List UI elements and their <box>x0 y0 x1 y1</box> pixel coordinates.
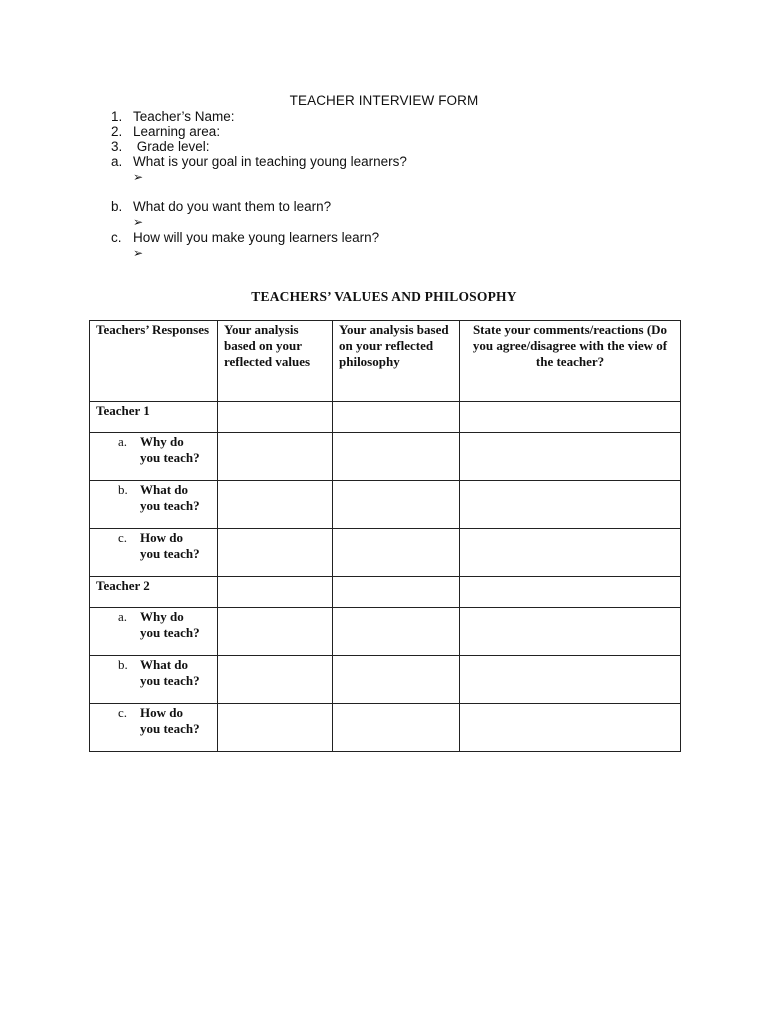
question-letter: a. <box>111 154 123 169</box>
question-text: What do you want them to learn? <box>133 199 332 214</box>
question-learn <box>111 199 331 214</box>
question-letter: a. <box>118 609 128 624</box>
teacher-row <box>90 577 681 608</box>
section-title: TEACHERS’ VALUES AND PHILOSOPHY <box>251 289 517 304</box>
question-letter: b. <box>118 482 128 497</box>
philosophy-cell[interactable] <box>333 433 460 481</box>
philosophy-cell[interactable] <box>333 577 460 608</box>
question-letter: c. <box>111 230 122 245</box>
values-cell[interactable] <box>218 529 333 577</box>
question-text: What is your goal in teaching young learners? <box>133 154 407 169</box>
philosophy-cell[interactable] <box>333 656 460 704</box>
question-text: Why do you teach? <box>140 434 200 465</box>
teacher-label: Teacher 2 <box>96 578 150 593</box>
question-goal <box>111 154 407 169</box>
comments-cell[interactable] <box>460 481 681 529</box>
question-row <box>90 529 681 577</box>
arrow-bullet-icon: ➢ <box>133 215 144 229</box>
question-text: How do you teach? <box>140 705 200 736</box>
comments-cell[interactable] <box>460 608 681 656</box>
item-label: Grade level: <box>133 139 210 154</box>
values-cell[interactable] <box>218 704 333 752</box>
question-row <box>90 656 681 704</box>
philosophy-cell[interactable] <box>333 704 460 752</box>
question-text: Why do you teach? <box>140 609 200 640</box>
header-analysis-philosophy: Your analysis based on your reflected philosophy <box>333 321 460 402</box>
comments-cell[interactable] <box>460 577 681 608</box>
comments-cell[interactable] <box>460 402 681 433</box>
values-cell[interactable] <box>218 656 333 704</box>
question-text: What do you teach? <box>140 657 200 688</box>
arrow-bullet-icon: ➢ <box>133 246 144 260</box>
header-row <box>90 321 681 402</box>
comments-cell[interactable] <box>460 656 681 704</box>
item-number: 2. <box>111 124 123 139</box>
question-row <box>90 433 681 481</box>
comments-cell[interactable] <box>460 704 681 752</box>
question-letter: c. <box>118 705 128 720</box>
question-letter: b. <box>111 199 123 214</box>
question-text: What do you teach? <box>140 482 200 513</box>
values-cell[interactable] <box>218 433 333 481</box>
values-philosophy-table <box>89 320 681 752</box>
teacher-label: Teacher 1 <box>96 403 150 418</box>
question-row <box>90 608 681 656</box>
learning-area-item <box>111 124 220 139</box>
header-teachers-responses: Teachers’ Responses <box>90 321 218 402</box>
question-row <box>90 704 681 752</box>
item-label: Learning area: <box>133 124 221 139</box>
philosophy-cell[interactable] <box>333 481 460 529</box>
question-letter: a. <box>118 434 128 449</box>
teacher-name-item <box>111 109 235 124</box>
question-text: How do you teach? <box>140 530 200 561</box>
item-number: 3. <box>111 139 123 154</box>
values-cell[interactable] <box>218 608 333 656</box>
question-letter: c. <box>118 530 128 545</box>
philosophy-cell[interactable] <box>333 402 460 433</box>
question-row <box>90 481 681 529</box>
teacher-row <box>90 402 681 433</box>
item-label: Teacher’s Name: <box>133 109 235 124</box>
question-text: How will you make young learners learn? <box>133 230 380 245</box>
comments-cell[interactable] <box>460 529 681 577</box>
philosophy-cell[interactable] <box>333 529 460 577</box>
comments-cell[interactable] <box>460 433 681 481</box>
header-analysis-values: Your analysis based on your reflected values <box>218 321 333 402</box>
question-letter: b. <box>118 657 128 672</box>
item-number: 1. <box>111 109 123 124</box>
values-cell[interactable] <box>218 577 333 608</box>
values-cell[interactable] <box>218 481 333 529</box>
form-title: TEACHER INTERVIEW FORM <box>289 93 479 108</box>
header-comments: State your comments/reactions (Do you agree/disagree with the view of the teacher? <box>460 321 681 402</box>
question-how <box>111 230 379 245</box>
arrow-bullet-icon: ➢ <box>133 170 144 184</box>
grade-level-item <box>111 139 210 154</box>
values-cell[interactable] <box>218 402 333 433</box>
philosophy-cell[interactable] <box>333 608 460 656</box>
